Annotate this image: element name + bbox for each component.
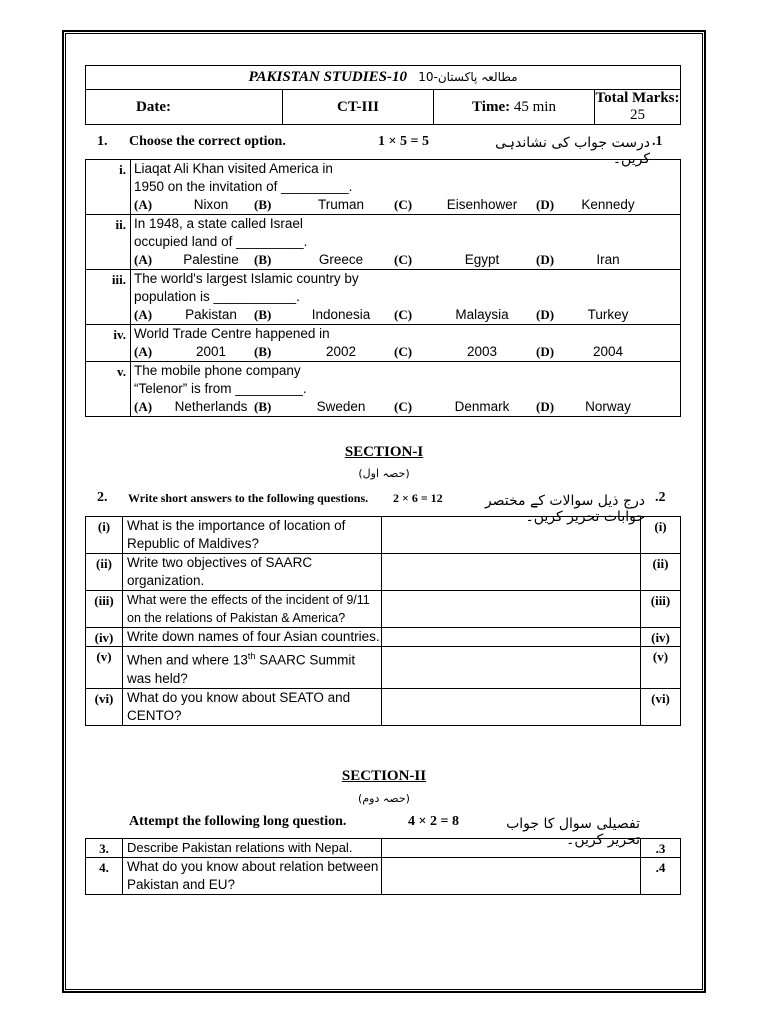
question-text: What were the effects of the incident of 9/11 on the relations of Pakistan & America? [127,593,370,625]
question-number-right: .4 [641,858,681,895]
q2-urdu-number: .2 [655,490,666,505]
short-question-row [86,688,681,725]
question-text: Write two objectives of SAARC organization. [127,555,313,588]
option-label: (B) [254,399,272,414]
mcq-option [134,343,254,361]
mcq-number: iv. [86,325,131,362]
mcq-question-line: In 1948, a state called Israel [134,216,303,231]
marks-value: 25 [630,107,645,123]
title-english: PAKISTAN STUDIES-10 [248,69,407,85]
mcq-body [131,325,681,362]
mcq-row [86,270,681,325]
mcq-question-line: World Trade Centre happened in [134,326,330,341]
mcq-option [254,398,394,416]
section2-title: SECTION-II [341,768,427,784]
option-label: (D) [536,399,555,414]
q2-instruction: Write short answers to the following questions. [128,491,369,505]
short-question-row [86,591,681,628]
option-text: 2001 [195,344,227,359]
answer-space [382,647,641,689]
question-text-cell [123,647,382,689]
option-text: 2003 [466,344,498,359]
option-label: (A) [134,252,153,267]
mcq-row [86,215,681,270]
option-text: Sweden [316,399,366,414]
mcq-option [134,398,254,416]
answer-space [382,628,641,647]
mcq-table [85,159,681,417]
question-number-right: .3 [641,839,681,858]
question-text-cell [123,688,382,725]
mcq-options [134,343,680,361]
option-text: Turkey [587,307,629,322]
mcq-option [134,306,254,324]
mcq-options [134,398,680,416]
time-cell [434,90,595,125]
mcq-option [254,343,394,361]
question-number: (iii) [86,591,123,628]
short-questions-table [85,516,681,726]
section2-subtitle: (حصہ دوم) [358,792,410,805]
q3-instruction: Attempt the following long question. [129,814,347,829]
option-text: Nixon [193,197,229,212]
option-text: Iran [596,252,620,267]
option-text: Norway [585,399,631,414]
short-question-row [86,628,681,647]
short-question-row [86,517,681,554]
option-text: Pakistan [185,307,237,322]
option-label: (C) [394,252,413,267]
date-cell [86,90,283,125]
test-name: CT-III [337,98,379,115]
answer-space [382,839,641,858]
date-label: Date: [136,98,171,115]
mcq-option [536,343,646,361]
option-text: Truman [317,197,364,212]
title-urdu: 10-مطالعہ پاکستان [418,70,518,84]
option-label: (A) [134,344,153,359]
question-number: (iv) [86,628,123,647]
mcq-options [134,251,680,269]
question-text: What do you know about SEATO and CENTO? [127,689,351,723]
header-table [85,65,681,125]
q1-number: 1. [97,134,108,149]
question-text: What do you know about relation between Pakistan and EU? [123,858,382,895]
answer-space [382,858,641,895]
question-text: Write down names of four Asian countries. [127,629,380,644]
mcq-option [254,251,394,269]
mcq-question-line: Liaqat Ali Khan visited America in [134,161,333,176]
option-text: Greece [318,252,364,267]
q1-urdu: درست جواب کی نشاندہی کریں۔ [495,135,650,167]
q1-urdu-number: .1 [652,134,663,149]
mcq-body [131,270,681,325]
mcq-body [131,215,681,270]
option-label: (D) [536,197,555,212]
option-text: Egypt [464,252,500,267]
option-label: (C) [394,197,413,212]
question-text: When and where 13 [127,652,248,668]
test-cell [283,90,434,125]
question-text-cell [123,591,382,628]
mcq-option [536,306,646,324]
mcq-row [86,160,681,215]
mcq-question-line: The world's largest Islamic country by [134,271,359,286]
title-cell [86,66,681,90]
option-text: Denmark [454,399,510,414]
option-text: Palestine [183,252,239,267]
question-text-cell [123,554,382,591]
long-question-row [86,858,681,895]
section1-subtitle: (حصہ اول) [358,467,410,480]
option-label: (D) [536,344,555,359]
mcq-question-line: “Telenor” is from _________. [134,381,307,396]
superscript: th [247,651,256,661]
mcq-question-line: occupied land of _________. [134,234,308,249]
question-number-right: (ii) [641,554,681,591]
option-text: Eisenhower [446,197,518,212]
option-label: (C) [394,344,413,359]
option-label: (B) [254,252,272,267]
option-label: (D) [536,252,555,267]
question-number: 3. [86,839,123,858]
short-question-row [86,554,681,591]
mcq-option [394,343,536,361]
mcq-question-line: population is ___________. [134,289,300,304]
question-number: (vi) [86,688,123,725]
question-text: SAARC Summit was held? [127,652,356,686]
marks-label: Total Marks: [595,90,680,106]
time-label: Time: [472,98,511,115]
mcq-body [131,160,681,215]
option-label: (A) [134,399,153,414]
question-number: (ii) [86,554,123,591]
mcq-number: i. [86,160,131,215]
question-number-right: (v) [641,647,681,689]
answer-space [382,591,641,628]
section1-title: SECTION-I [344,444,424,460]
mcq-option [134,251,254,269]
mcq-option [394,398,536,416]
q3-urdu: تفصیلی سوال کا جواب تحریر کریں۔ [506,816,640,848]
mcq-question-line: 1950 on the invitation of _________. [134,179,353,194]
option-label: (C) [394,399,413,414]
option-label: (A) [134,197,153,212]
mcq-row [86,362,681,417]
question-text: Describe Pakistan relations with Nepal. [123,839,382,858]
option-text: Netherlands [174,399,248,414]
mcq-option [254,306,394,324]
mcq-options [134,196,680,214]
question-text: What is the importance of location of Republic of Maldives? [127,518,346,551]
long-question-row [86,839,681,858]
mcq-body [131,362,681,417]
question-number-right: (iv) [641,628,681,647]
mcq-option [134,196,254,214]
answer-space [382,517,641,554]
mcq-option [394,196,536,214]
question-number-right: (i) [641,517,681,554]
option-text: Indonesia [311,307,371,322]
option-label: (B) [254,344,272,359]
option-text: Malaysia [455,307,509,322]
mcq-number: iii. [86,270,131,325]
mcq-question-line: The mobile phone company [134,363,301,378]
option-label: (B) [254,197,272,212]
mcq-option [394,251,536,269]
question-number-right: (iii) [641,591,681,628]
mcq-option [536,398,646,416]
question-number-right: (vi) [641,688,681,725]
q2-marks: 2 × 6 = 12 [393,491,443,505]
mcq-number: v. [86,362,131,417]
option-label: (D) [536,307,555,322]
time-value: 45 min [513,98,556,115]
answer-space [382,554,641,591]
question-text-cell [123,517,382,554]
mcq-number: ii. [86,215,131,270]
answer-space [382,688,641,725]
mcq-option [536,196,646,214]
option-label: (B) [254,307,272,322]
mcq-option [254,196,394,214]
question-number: (v) [86,647,123,689]
marks-cell [595,90,681,125]
option-text: Kennedy [581,197,635,212]
long-questions-table [85,838,681,895]
option-label: (C) [394,307,413,322]
q1-marks: 1 × 5 = 5 [378,134,429,149]
q1-instruction: Choose the correct option. [129,134,286,149]
mcq-options [134,306,680,324]
question-text-cell [123,628,382,647]
option-label: (A) [134,307,153,322]
q2-urdu: درج ذیل سوالات کے مختصر جوابات تحریر کریں۔ [484,493,645,525]
question-number: 4. [86,858,123,895]
option-text: 2004 [592,344,624,359]
mcq-option [536,251,646,269]
option-text: 2002 [325,344,357,359]
q3-marks: 4 × 2 = 8 [408,814,459,829]
q2-number: 2. [97,490,108,505]
mcq-option [394,306,536,324]
question-number: (i) [86,517,123,554]
mcq-row [86,325,681,362]
short-question-row [86,647,681,689]
